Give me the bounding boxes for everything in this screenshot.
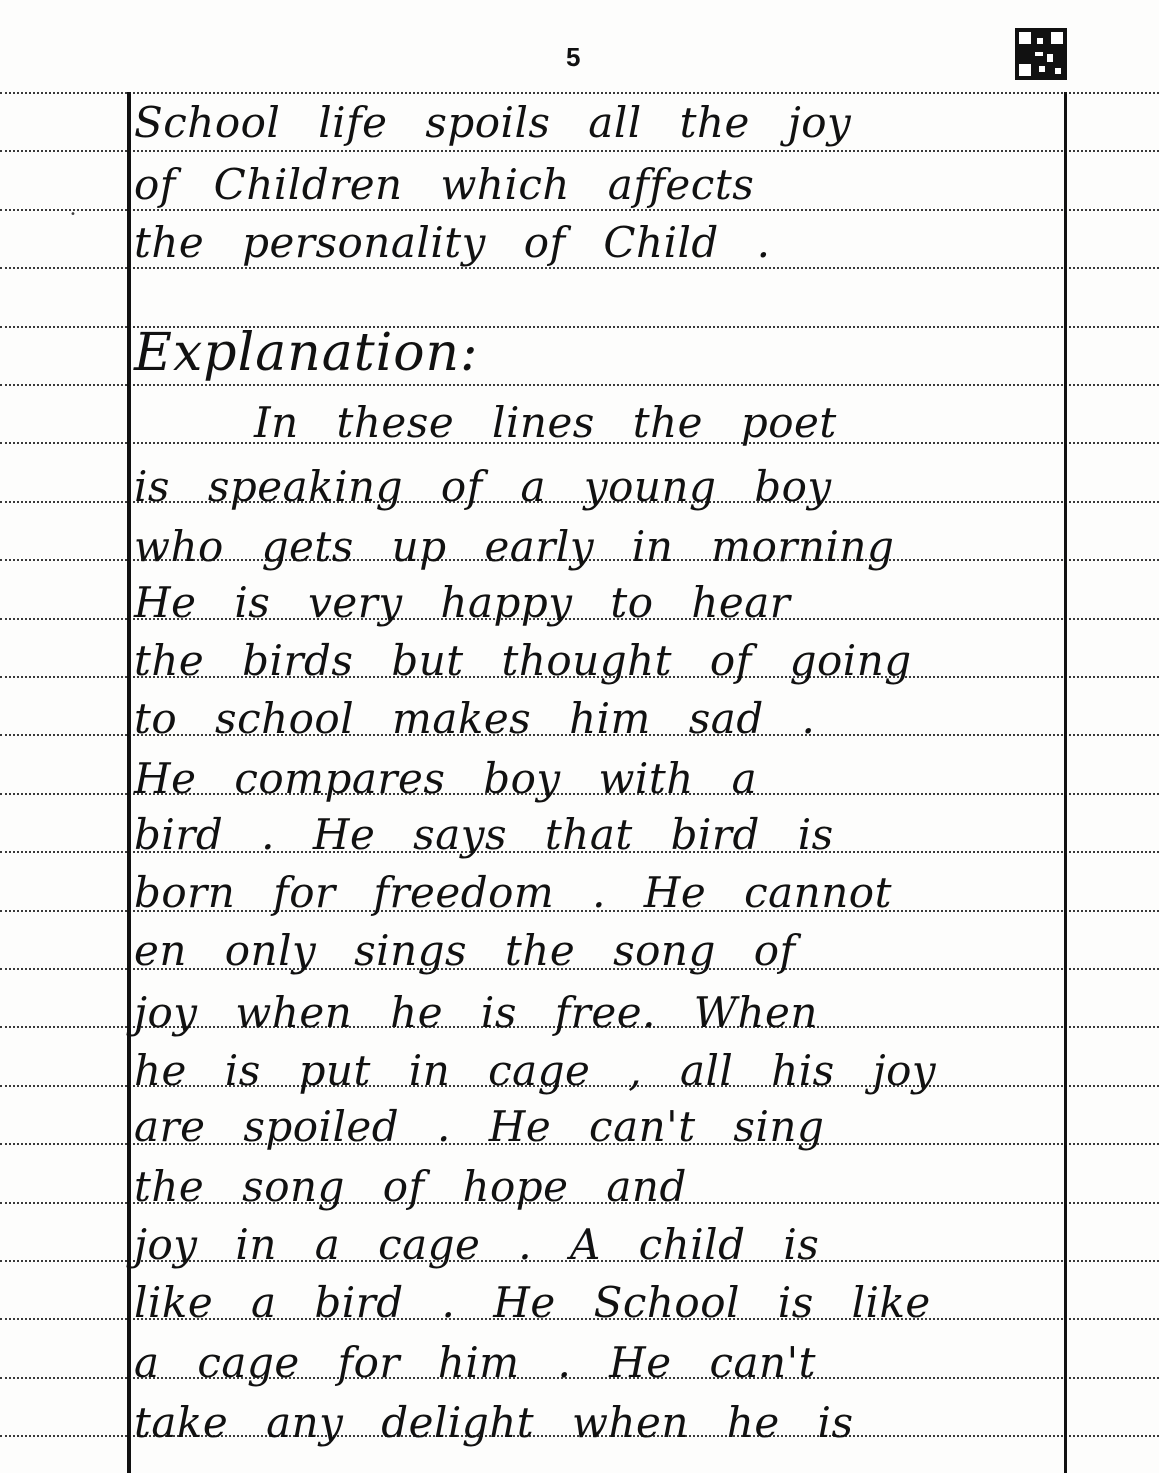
text-line: He compares boy with a <box>134 754 758 803</box>
left-margin-line <box>127 92 131 1473</box>
text-line: born for freedom . He cannot <box>134 868 892 917</box>
text-line: he is put in cage , all his joy <box>134 1046 937 1095</box>
text-line: In these lines the poet <box>254 398 837 447</box>
text-line: a cage for him . He can't <box>134 1338 817 1387</box>
text-line: School life spoils all the joy <box>134 98 852 147</box>
ruled-line <box>0 92 1159 94</box>
edge-mark: • <box>70 209 76 220</box>
text-line: are spoiled . He can't sing <box>134 1102 825 1151</box>
text-line: take any delight when he is <box>134 1398 854 1447</box>
text-line: en only sings the song of <box>134 926 796 975</box>
qr-code-icon <box>1015 28 1067 80</box>
text-line: He is very happy to hear <box>134 578 791 627</box>
text-line: joy when he is free. When <box>134 988 818 1037</box>
section-heading: Explanation: <box>134 323 479 383</box>
text-line: bird . He says that bird is <box>134 810 834 859</box>
text-line: who gets up early in morning <box>134 522 895 571</box>
text-line: of Children which affects <box>134 160 755 209</box>
text-line: the song of hope and <box>134 1162 687 1211</box>
ruled-line <box>0 267 1159 269</box>
text-line: the personality of Child . <box>134 218 771 267</box>
right-margin-line <box>1064 92 1067 1473</box>
text-line: is speaking of a young boy <box>134 462 832 511</box>
text-line: the birds but thought of going <box>134 636 912 685</box>
text-line: to school makes him sad . <box>134 694 816 743</box>
page-number: 5 <box>566 42 581 72</box>
ruled-line <box>0 150 1159 152</box>
ruled-line <box>0 384 1159 386</box>
ruled-line <box>0 209 1159 211</box>
text-line: like a bird . He School is like <box>134 1278 931 1327</box>
text-line: joy in a cage . A child is <box>134 1220 820 1269</box>
